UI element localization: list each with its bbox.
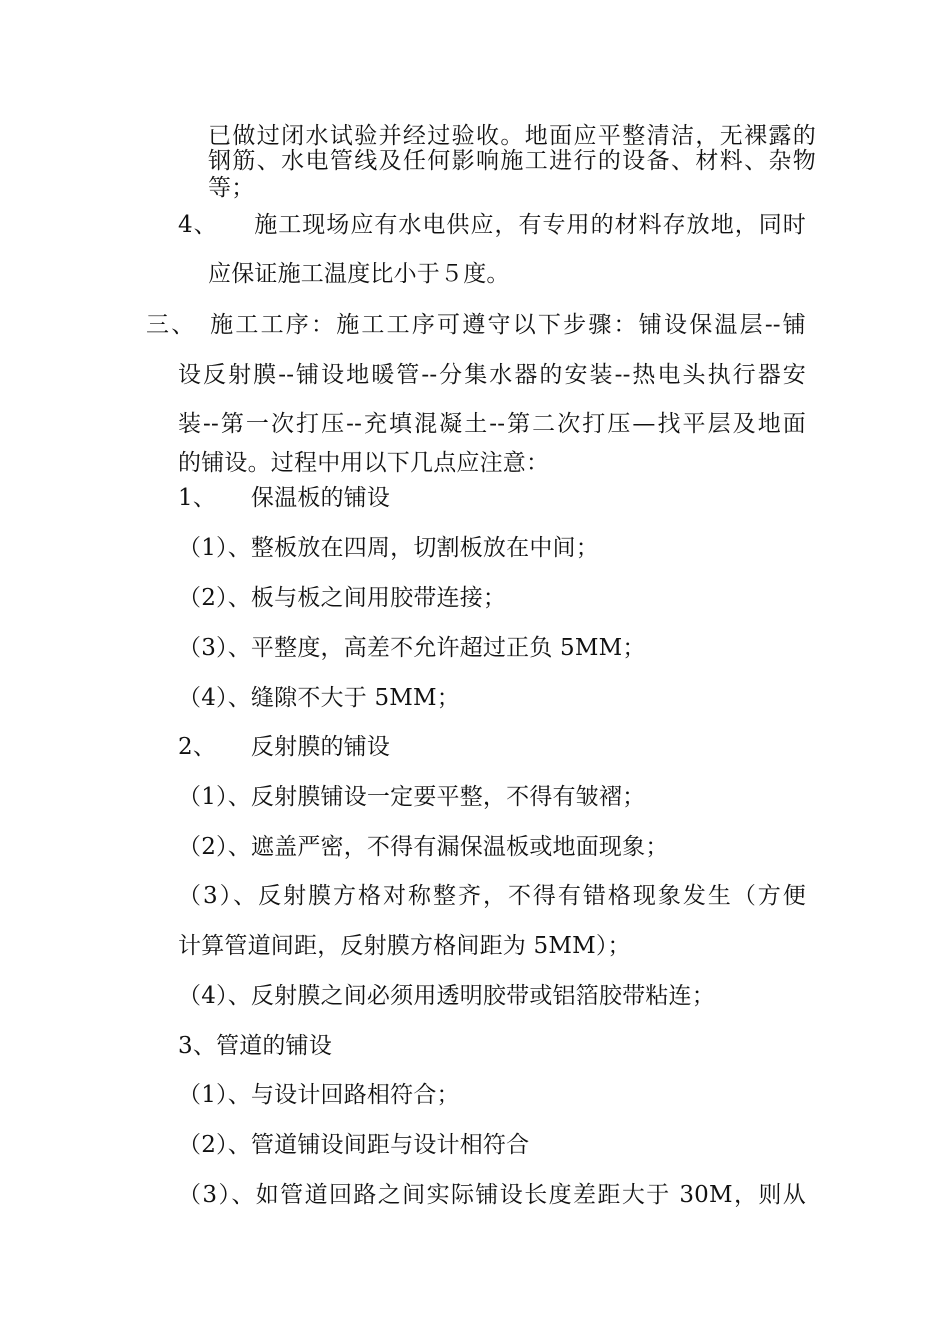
list-item-heading: 4、 施工现场应有水电供应，有专用的材料存放地，同时 (178, 212, 806, 238)
paragraph-line: 计算管道间距，反射膜方格间距为 5MM）； (178, 933, 631, 959)
list-item: （3）、反射膜方格对称整齐，不得有错格现象发生（方便 (178, 883, 806, 909)
paragraph-line: 的铺设。过程中用以下几点应注意： (178, 450, 550, 476)
list-item-heading: 2、 反射膜的铺设 (178, 734, 391, 760)
section-heading: 三、 施工工序：施工工序可遵守以下步骤：铺设保温层--铺 (146, 312, 806, 338)
list-item: （2）、遮盖严密，不得有漏保温板或地面现象； (178, 834, 669, 860)
list-item: （1）、整板放在四周，切割板放在中间； (178, 535, 599, 561)
paragraph-line: 应保证施工温度比小于５度。 (208, 261, 510, 287)
list-item: （1）、反射膜铺设一定要平整，不得有皱褶； (178, 784, 646, 810)
list-item: （4）、缝隙不大于 5MM； (178, 685, 460, 711)
paragraph-line: 已做过闭水试验并经过验收。地面应平整清洁，无裸露的 (208, 123, 816, 149)
list-item: （4）、反射膜之间必须用透明胶带或铝箔胶带粘连； (178, 983, 715, 1009)
list-item: （3）、平整度，高差不允许超过正负 5MM； (178, 635, 646, 661)
paragraph-line: 装--第一次打压--充填混凝土--第二次打压—找平层及地面 (178, 411, 806, 437)
list-item-heading: 3、管道的铺设 (178, 1033, 333, 1059)
paragraph-line: 等； (208, 175, 255, 201)
list-item: （1）、与设计回路相符合； (178, 1082, 460, 1108)
list-item: （3）、如管道回路之间实际铺设长度差距大于 30M，则从 (178, 1182, 806, 1208)
paragraph-line: 设反射膜--铺设地暖管--分集水器的安装--热电头执行器安 (178, 362, 806, 388)
paragraph-line: 钢筋、水电管线及任何影响施工进行的设备、材料、杂物 (208, 148, 816, 174)
list-item: （2）、管道铺设间距与设计相符合 (178, 1132, 530, 1158)
list-item-heading: 1、 保温板的铺设 (178, 485, 391, 511)
list-item: （2）、板与板之间用胶带连接； (178, 585, 507, 611)
